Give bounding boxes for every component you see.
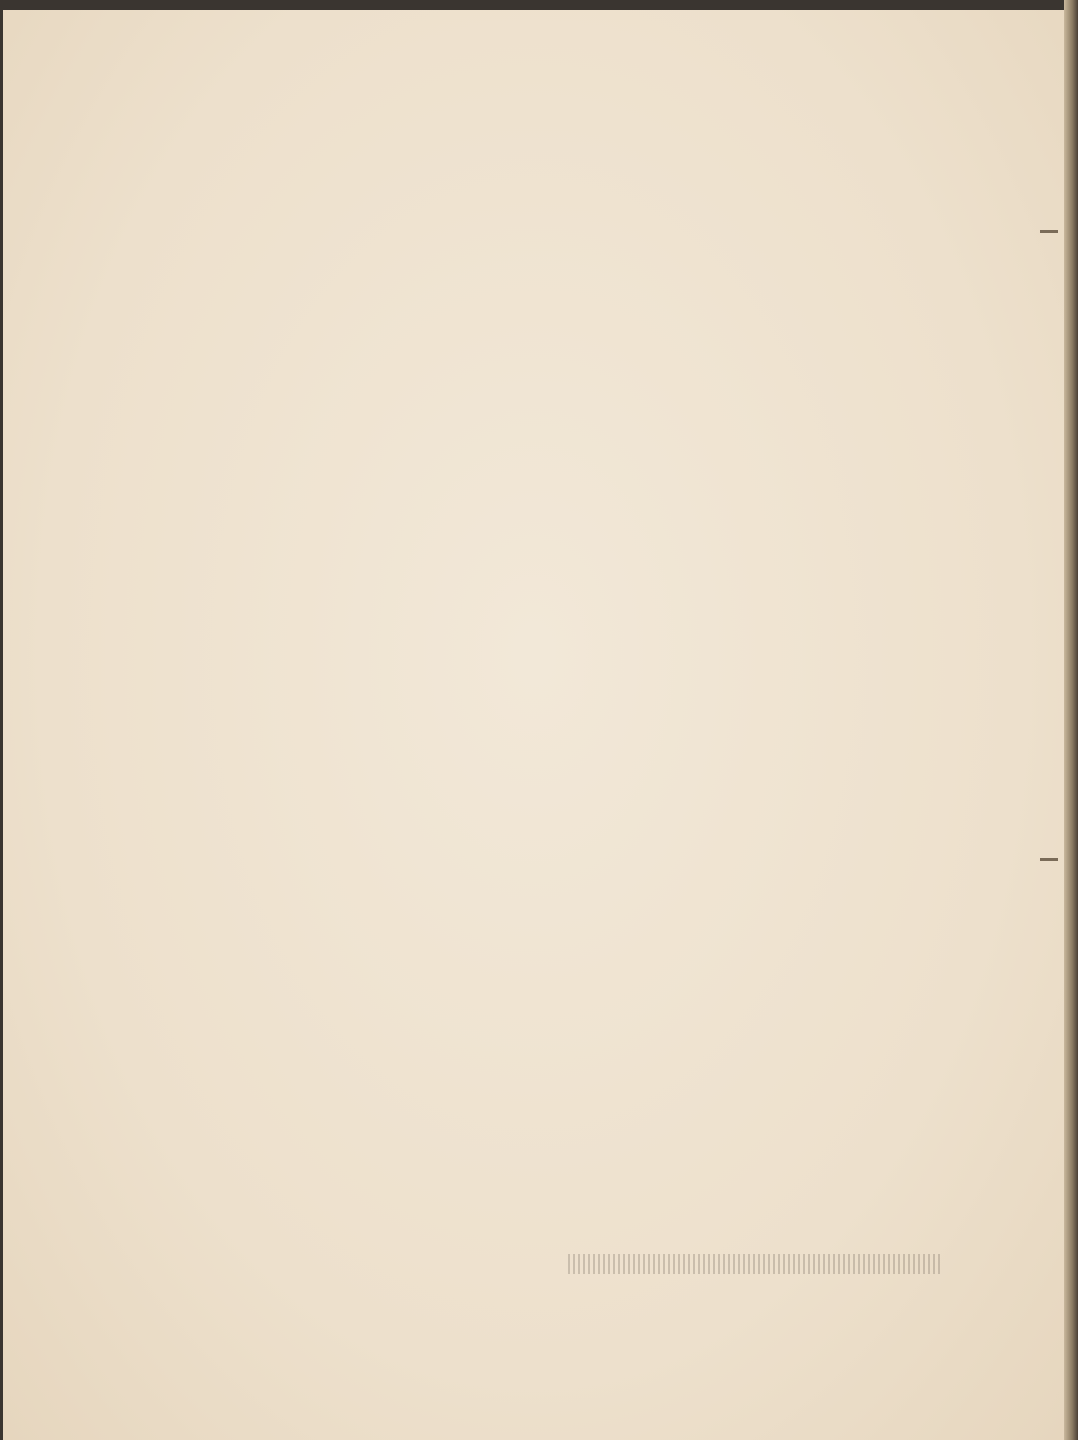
body-text [185,124,961,184]
library-stamp [568,1254,940,1274]
page-edge [1064,0,1078,1440]
binding-mark [1040,230,1058,233]
binding-mark [1040,858,1058,861]
document-page [3,10,1065,1440]
